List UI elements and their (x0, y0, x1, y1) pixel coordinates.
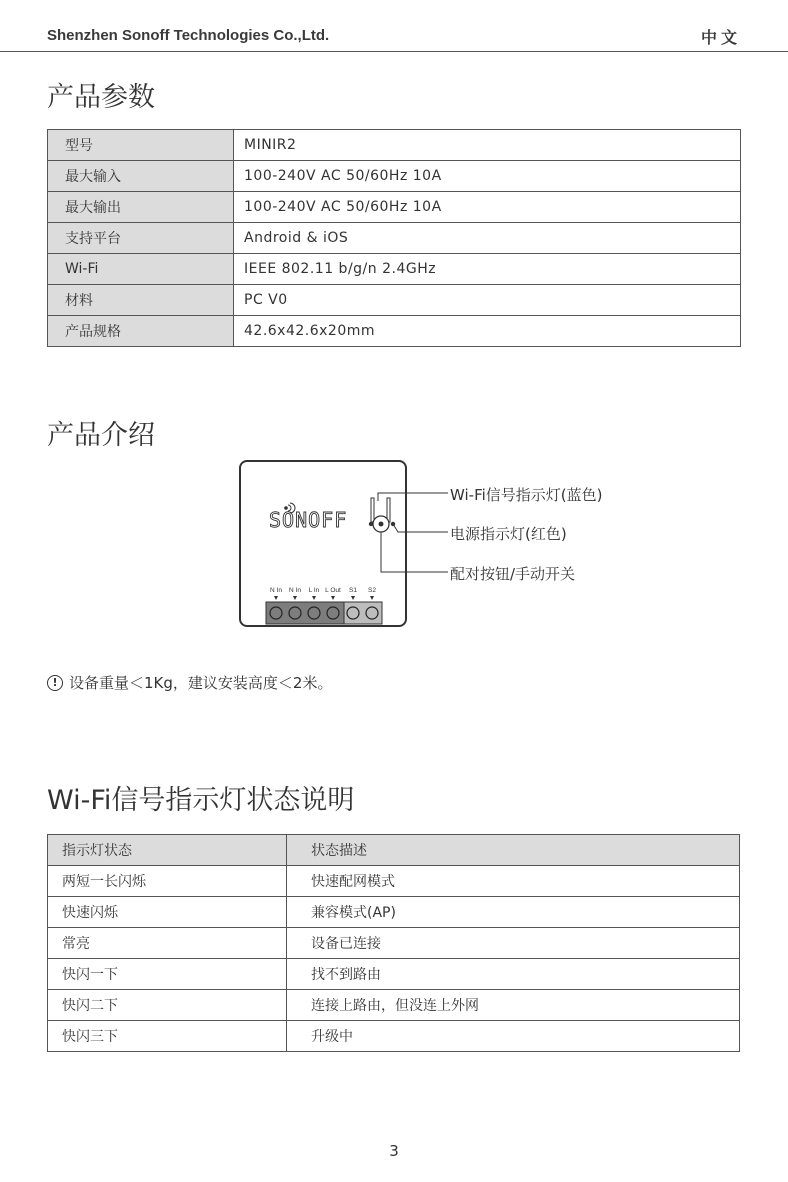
table-header-row (48, 835, 740, 866)
device-diagram (0, 455, 788, 640)
table-row (48, 130, 741, 161)
terminal-label: S2 (368, 587, 376, 594)
state-description: 升级中 (287, 1021, 740, 1052)
spec-value: Android & iOS (234, 223, 741, 254)
spec-key: 支持平台 (48, 223, 234, 254)
terminal-block-main (266, 602, 344, 624)
table-row (48, 192, 741, 223)
led-state: 快速闪烁 (48, 897, 287, 928)
led-state: 两短一长闪烁 (48, 866, 287, 897)
led-state: 常亮 (48, 928, 287, 959)
terminal-label: L In (308, 587, 320, 594)
column-header: 指示灯状态 (48, 835, 287, 866)
led-status-title: Wi-Fi信号指示灯状态说明 (47, 785, 355, 816)
state-description: 连接上路由，但没连上外网 (287, 990, 740, 1021)
exclamation-icon: ! (47, 675, 63, 691)
state-description: 设备已连接 (287, 928, 740, 959)
spec-key: 材料 (48, 285, 234, 316)
column-header: 状态描述 (287, 835, 740, 866)
spec-value: 100-240V AC 50/60Hz 10A (234, 161, 741, 192)
led-status-table (47, 834, 740, 1052)
state-description: 兼容模式(AP) (287, 897, 740, 928)
power-led (369, 522, 373, 526)
table-row (48, 1021, 740, 1052)
table-row (48, 285, 741, 316)
table-row (48, 990, 740, 1021)
company-name: Shenzhen Sonoff Technologies Co.,Ltd. (47, 27, 330, 44)
header-divider (0, 51, 788, 52)
table-row (48, 223, 741, 254)
terminal-label: N In (270, 587, 282, 594)
spec-key: 最大输入 (48, 161, 234, 192)
led-state: 快闪一下 (48, 959, 287, 990)
terminal-label: S1 (349, 587, 357, 594)
terminal-block-switch (344, 602, 382, 624)
callout-button: 配对按钮/手动开关 (450, 565, 576, 583)
warning-text: 设备重量＜1Kg，建议安装高度＜2米。 (69, 674, 333, 692)
state-description: 快速配网模式 (287, 866, 740, 897)
warning-note (47, 672, 332, 693)
table-row (48, 897, 740, 928)
table-row (48, 959, 740, 990)
spec-key: 产品规格 (48, 316, 234, 347)
state-description: 找不到路由 (287, 959, 740, 990)
wifi-led (371, 498, 374, 522)
spec-key: 型号 (48, 130, 234, 161)
terminal-label: N In (289, 587, 301, 594)
spec-key: Wi-Fi (48, 254, 234, 285)
callout-wifi-led: Wi-Fi信号指示灯(蓝色) (450, 486, 603, 504)
intro-title: 产品介绍 (47, 420, 155, 451)
specs-table (47, 129, 741, 347)
sonoff-logo: SONOFF (269, 508, 348, 532)
language-label: 中文 (700, 28, 741, 47)
spec-value: MINIR2 (234, 130, 741, 161)
led-state: 快闪三下 (48, 1021, 287, 1052)
specs-title: 产品参数 (47, 82, 155, 113)
table-row (48, 928, 740, 959)
spec-value: 42.6x42.6x20mm (234, 316, 741, 347)
spec-value: PC V0 (234, 285, 741, 316)
terminal-label: L Out (325, 587, 341, 594)
spec-value: IEEE 802.11 b/g/n 2.4GHz (234, 254, 741, 285)
spec-value: 100-240V AC 50/60Hz 10A (234, 192, 741, 223)
table-row (48, 866, 740, 897)
page-number: 3 (389, 1142, 399, 1160)
table-row (48, 254, 741, 285)
table-row (48, 316, 741, 347)
device-illustration (0, 455, 788, 640)
table-row (48, 161, 741, 192)
callout-power-led: 电源指示灯(红色) (450, 525, 567, 543)
spec-key: 最大输出 (48, 192, 234, 223)
led-state: 快闪二下 (48, 990, 287, 1021)
